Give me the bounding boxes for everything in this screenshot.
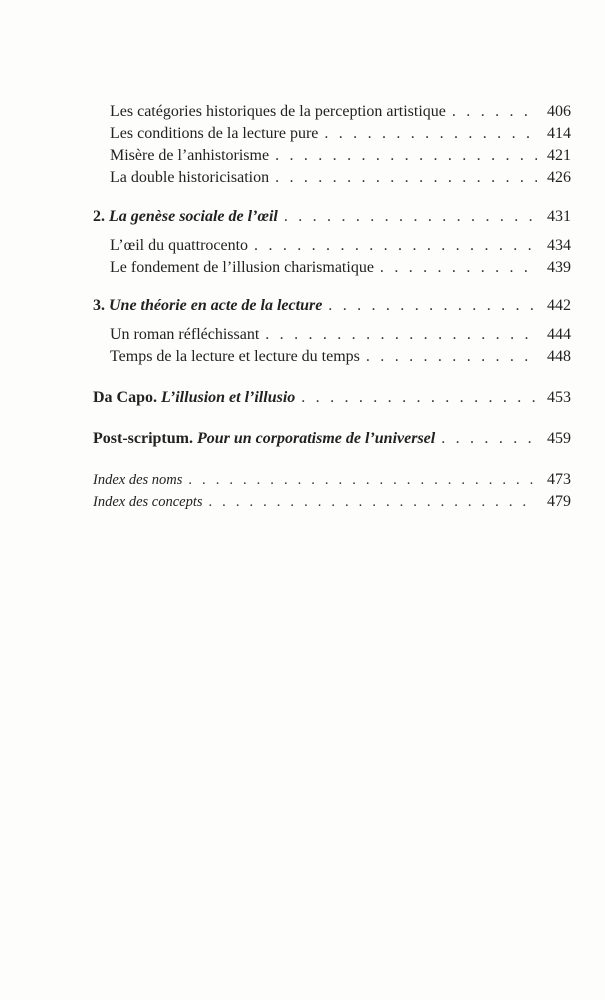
toc-entry[interactable] — [110, 257, 571, 279]
toc-entry-title: Un roman réfléchissant — [110, 326, 260, 343]
toc-entry[interactable] — [110, 145, 571, 167]
toc-entry-page: 439 — [547, 259, 571, 276]
toc-entry-page: 444 — [547, 326, 571, 343]
toc-section-3[interactable] — [93, 295, 571, 317]
toc-entry-title: La double historicisation — [110, 169, 270, 186]
leader-dots — [301, 387, 537, 409]
post-scriptum-title: Pour un corporatisme de l’universel — [196, 430, 436, 447]
da-capo-label: Da Capo. — [93, 389, 158, 406]
section-number: 2. — [93, 208, 105, 225]
leader-dots — [324, 123, 537, 145]
leader-dots — [380, 257, 537, 279]
leader-dots — [275, 167, 537, 189]
leader-dots — [254, 235, 537, 257]
toc-entry-title: Les conditions de la lecture pure — [110, 125, 319, 142]
toc-entry-title: L’œil du quattrocento — [110, 237, 249, 254]
leader-dots — [366, 346, 537, 368]
leader-dots — [188, 469, 537, 491]
section-title: La genèse sociale de l’œil — [109, 208, 278, 225]
toc-entry[interactable] — [110, 101, 571, 123]
toc-entry-page: 479 — [547, 493, 571, 510]
toc-section-2[interactable] — [93, 206, 571, 228]
toc-entry[interactable] — [110, 324, 571, 346]
toc-post-scriptum[interactable] — [93, 428, 571, 450]
toc-entry[interactable] — [110, 235, 571, 257]
section-title: Une théorie en acte de la lecture — [109, 297, 323, 314]
toc-entry-page: 406 — [547, 103, 571, 120]
leader-dots — [441, 428, 537, 450]
toc-entry-page: 448 — [547, 348, 571, 365]
toc-entry-page: 473 — [547, 471, 571, 488]
toc-index-concepts[interactable] — [93, 491, 571, 513]
toc-entry-title: Misère de l’anhistorisme — [110, 147, 270, 164]
leader-dots — [284, 206, 537, 228]
leader-dots — [209, 491, 537, 513]
post-scriptum-label: Post-scriptum. — [93, 430, 193, 447]
toc-entry-page: 459 — [547, 430, 571, 447]
toc-entry[interactable] — [110, 346, 571, 368]
leader-dots — [265, 324, 537, 346]
toc-entry-page: 414 — [547, 125, 571, 142]
toc-da-capo[interactable] — [93, 387, 571, 409]
toc-entry-title: Temps de la lecture et lecture du temps — [110, 348, 360, 365]
section-number: 3. — [93, 297, 105, 314]
toc-entry-page: 453 — [547, 389, 571, 406]
toc-entry[interactable] — [110, 167, 571, 189]
leader-dots — [452, 101, 537, 123]
toc-entry-page: 442 — [547, 297, 571, 314]
toc-index-names[interactable] — [93, 469, 571, 491]
toc-entry-page: 431 — [547, 208, 571, 225]
toc-entry-page: 426 — [547, 169, 571, 186]
toc-entry-title: Les catégories historiques de la perception artistique — [110, 103, 446, 120]
toc-entry[interactable] — [110, 123, 571, 145]
toc-entry-title: Le fondement de l’illusion charismatique — [110, 259, 374, 276]
toc-entry-title: Index des noms — [93, 472, 183, 488]
leader-dots — [328, 295, 537, 317]
toc-entry-title: Index des concepts — [93, 494, 203, 510]
leader-dots — [275, 145, 537, 167]
toc-entry-page: 421 — [547, 147, 571, 164]
da-capo-title: L’illusion et l’illusio — [161, 389, 296, 406]
toc-entry-page: 434 — [547, 237, 571, 254]
